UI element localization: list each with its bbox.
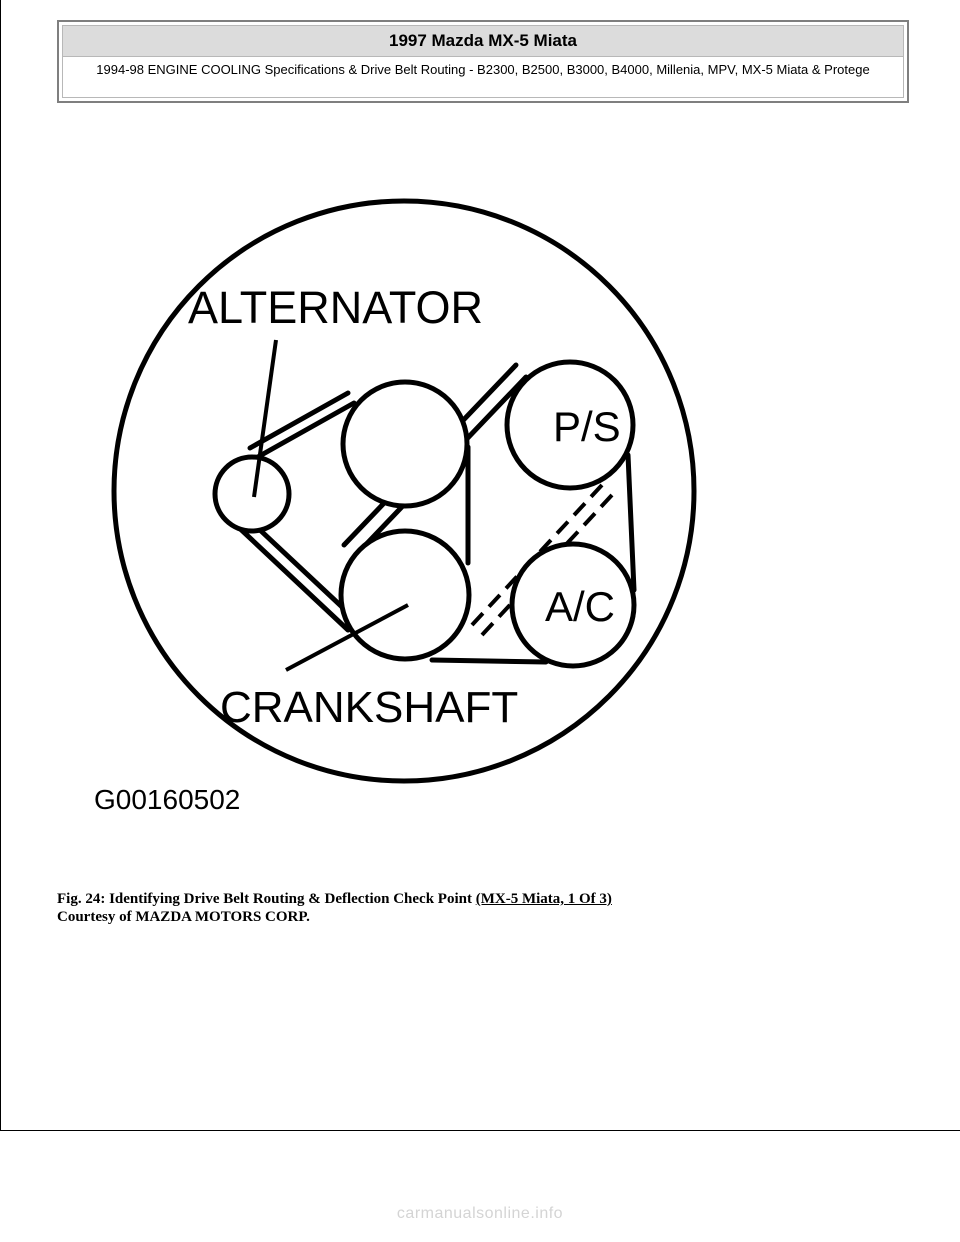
alternator-pulley [215,457,289,531]
header-subtitle: 1994-98 ENGINE COOLING Specifications & Drive Belt Routing - B2300, B2500, B3000, B4000, Millenia, MPV, MX-5 Miata & Protege [96,62,870,77]
alternator-label: ALTERNATOR [188,282,484,333]
header-frame [62,25,904,98]
figure-title-text: Fig. 24: Identifying Drive Belt Routing & Deflection Check Point [57,891,476,907]
ac-label: A/C [545,583,616,630]
document-header [57,20,909,103]
figure-code: G00160502 [94,784,241,815]
ps-label: P/S [553,403,621,450]
page-left-border [0,0,1,1130]
crankshaft-pulley [341,531,469,659]
courtesy-line: Courtesy of MAZDA MOTORS CORP. [57,909,310,925]
page-bottom-rule [0,1130,960,1131]
header-title: 1997 Mazda MX-5 Miata [63,26,903,57]
figure-title [57,890,907,908]
figure-title-link[interactable]: (MX-5 Miata, 1 Of 3) [475,891,612,907]
drive-belt-diagram [80,185,700,825]
site-watermark: carmanualsonline.info [396,1205,564,1222]
idler-pulley [343,382,467,506]
figure-caption [57,890,907,926]
crankshaft-label: CRANKSHAFT [220,683,519,732]
